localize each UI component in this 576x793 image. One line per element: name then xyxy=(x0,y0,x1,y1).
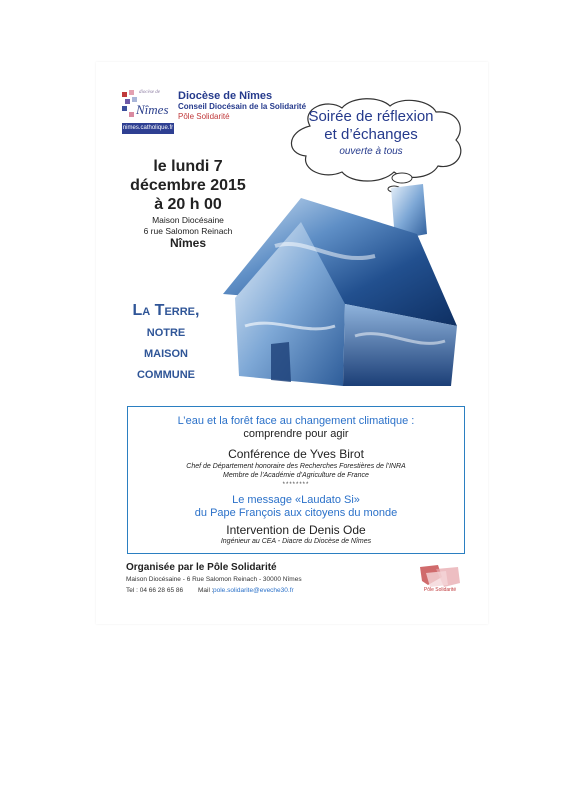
footer-address: Maison Diocésaine - 6 Rue Salomon Reinach - 30000 Nîmes xyxy=(126,576,302,583)
place-line-1: Maison Diocésaine xyxy=(152,215,224,225)
logo-url: nimes.catholique.fr xyxy=(122,123,174,134)
org-subtitle: Conseil Diocésain de la Solidarité xyxy=(178,102,307,111)
footer-mail-label: Mail : xyxy=(198,587,214,594)
speaker-2: Intervention de Denis Ode xyxy=(226,523,366,537)
message-line-2: du Pape François aux citoyens du monde xyxy=(194,507,398,519)
tagline xyxy=(118,300,214,384)
earth-house-image xyxy=(205,176,475,398)
speaker-1-role-2: Membre de l’Académie d’Agriculture de France xyxy=(223,472,369,479)
cloud-line-2: et d’échanges xyxy=(324,126,418,143)
diocese-logo xyxy=(122,90,174,138)
speaker-1: Conférence de Yves Birot xyxy=(228,447,364,461)
org-title: Diocèse de Nîmes xyxy=(178,90,273,102)
mini-logo-text: Pôle Solidarité xyxy=(423,587,457,593)
event-time: à 20 h 00 xyxy=(154,196,222,213)
tagline-line-2: notre xyxy=(146,323,186,340)
tagline-line-3: maison xyxy=(144,344,188,361)
speaker-2-role: Ingénieur au CEA - Diacre du Diocèse de Nîmes xyxy=(220,538,372,545)
cloud-text xyxy=(296,108,446,157)
org-pole: Pôle Solidarité xyxy=(178,112,230,121)
date-line-2: décembre 2015 xyxy=(130,177,246,194)
tagline-line-4: commune xyxy=(136,365,196,382)
message-line-1: Le message «Laudato Si» xyxy=(232,494,360,506)
date-line-1: le lundi 7 xyxy=(153,158,223,175)
footer-mail: pole.solidarite@eveche30.fr xyxy=(213,587,294,594)
cloud-line-1: Soirée de réflexion xyxy=(308,108,434,125)
speaker-1-role-1: Chef de Département honoraire des Recherches Forestières de l’INRA xyxy=(186,463,406,470)
topic-line-1: L’eau et la forêt face au changement climatique : xyxy=(177,415,415,427)
topic-line-2: comprendre pour agir xyxy=(243,428,349,440)
logo-small-text: diocèse de xyxy=(139,90,160,95)
tagline-line-1: La Terre, xyxy=(132,302,200,319)
cloud-line-3: ouverte à tous xyxy=(339,146,403,157)
separator: ******** xyxy=(282,482,310,488)
event-city: Nîmes xyxy=(169,236,207,250)
footer-title: Organisée par le Pôle Solidarité xyxy=(126,562,277,573)
logo-name: Nîmes xyxy=(136,102,169,117)
place-line-2: 6 rue Salomon Reinach xyxy=(143,226,233,236)
program-panel xyxy=(127,406,465,554)
footer-tel: Tel : 04 66 28 65 86 xyxy=(126,587,184,594)
